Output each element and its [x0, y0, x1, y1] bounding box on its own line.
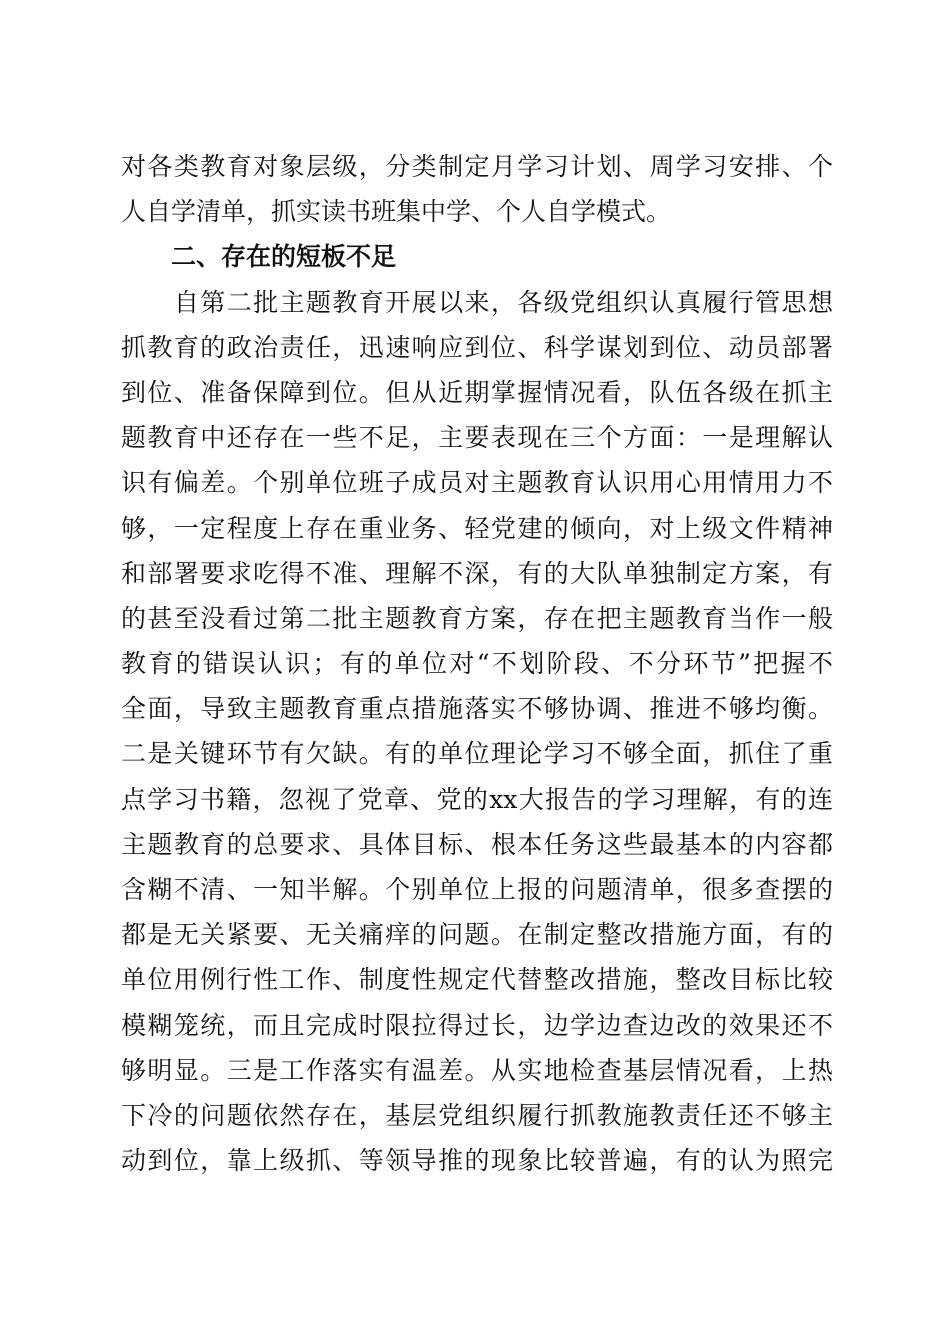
paragraph-line: 全面，导致主题教育重点措施落实不够协调、推进不够均衡。: [121, 694, 833, 724]
paragraph-line: 点学习书籍，忽视了党章、党的xx大报告的学习理解，有的连: [121, 784, 833, 814]
paragraph-line: 识有偏差。个别单位班子成员对主题教育认识用心用情用力不: [121, 468, 833, 498]
paragraph-line: 和部署要求吃得不准、理解不深，有的大队单独制定方案，有: [121, 558, 833, 588]
paragraph-line: 下冷的问题依然存在，基层党组织履行抓教施教责任还不够主: [121, 1100, 833, 1130]
document-body: [121, 144, 833, 1183]
paragraph-line: 动到位，靠上级抓、等领导推的现象比较普遍，有的认为照完: [121, 1146, 833, 1176]
paragraph-line: 自第二批主题教育开展以来，各级党组织认真履行管思想: [121, 287, 833, 317]
paragraph-line: 够明显。三是工作落实有温差。从实地检查基层情况看，上热: [121, 1055, 833, 1085]
paragraph-line: 的甚至没看过第二批主题教育方案，存在把主题教育当作一般: [121, 603, 833, 633]
paragraph-line: 模糊笼统，而且完成时限拉得过长，边学边查边改的效果还不: [121, 1010, 833, 1040]
paragraph-line: 二是关键环节有欠缺。有的单位理论学习不够全面，抓住了重: [121, 739, 833, 769]
paragraph-line: 到位、准备保障到位。但从近期掌握情况看，队伍各级在抓主: [121, 377, 833, 407]
paragraph-line: 抓教育的政治责任，迅速响应到位、科学谋划到位、动员部署: [121, 332, 833, 362]
paragraph-line: 题教育中还存在一些不足，主要表现在三个方面：一是理解认: [121, 423, 833, 453]
paragraph-line: 教育的错误认识；有的单位对“不划阶段、不分环节”把握不: [121, 649, 833, 679]
paragraph-line: 主题教育的总要求、具体目标、根本任务这些最基本的内容都: [121, 829, 833, 859]
section-heading: 二、存在的短板不足: [171, 242, 397, 272]
paragraph-line: 人自学清单，抓实读书班集中学、个人自学模式。: [121, 197, 672, 227]
paragraph-line: 都是无关紧要、无关痛痒的问题。在制定整改措施方面，有的: [121, 920, 833, 950]
paragraph-line: 够，一定程度上存在重业务、轻党建的倾向，对上级文件精神: [121, 513, 833, 543]
paragraph-line: 含糊不清、一知半解。个别单位上报的问题清单，很多查摆的: [121, 875, 833, 904]
paragraph-line: 对各类教育对象层级，分类制定月学习计划、周学习安排、个: [121, 152, 833, 181]
paragraph-line: 单位用例行性工作、制度性规定代替整改措施，整改目标比较: [121, 965, 833, 995]
